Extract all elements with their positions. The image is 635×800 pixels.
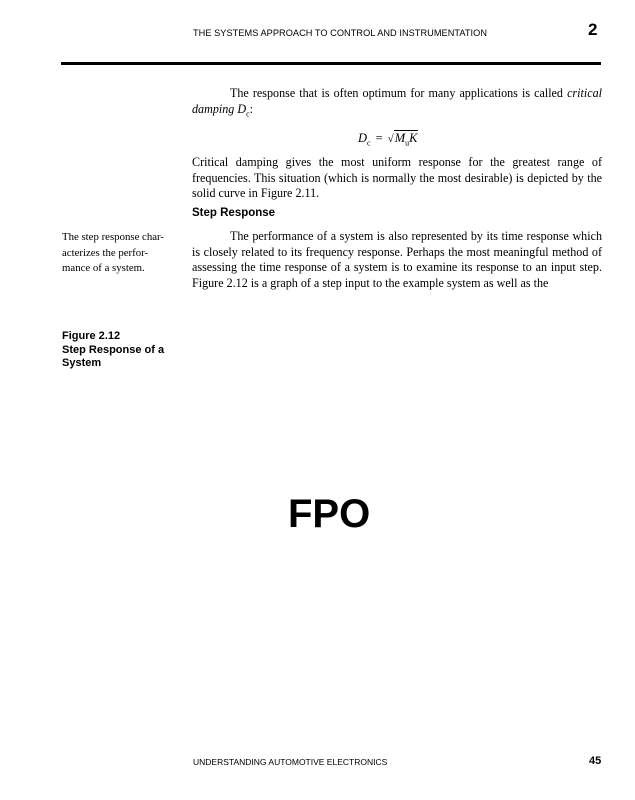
critical-damping-equation — [358, 131, 418, 148]
figure-placeholder — [192, 380, 572, 660]
footer-book-title: UNDERSTANDING AUTOMOTIVE ELECTRONICS — [193, 757, 388, 767]
figure-label: Figure 2.12 — [62, 330, 121, 342]
margin-note: The step response char- acterizes the perfor- mance of a system. — [62, 231, 165, 274]
equation-lhs-subscript: c — [367, 138, 371, 148]
equation-lhs: D — [358, 131, 368, 145]
section-heading: Step Response — [192, 207, 276, 219]
critical-damping-term: critical damping $D_c$ — [192, 86, 602, 118]
paragraph-text: The response that is often optimum for many applications is called — [230, 86, 568, 100]
chapter-number: 2 — [588, 20, 598, 39]
equals-sign: = — [375, 131, 383, 145]
figure-title: Step Response of a System — [62, 343, 165, 369]
paragraph-step-response: The performance of a system is also represented by its time response which is closely related to its frequency response. Perhaps the most meaningful method of assessing the time response of a system is to examine its response to an input step. Figure 2.12 is a graph of a step input to the example system as well as the — [192, 229, 602, 290]
square-root-icon: √ — [387, 133, 394, 145]
fpo-label: FPO — [288, 492, 371, 536]
page-number: 45 — [589, 755, 602, 767]
paragraph-damping-description: Critical damping gives the most uniform response for the greatest range of frequencies. This situation (which is normally the most desirable) is depicted by the solid curve in Figure 2.11. — [192, 155, 602, 200]
equation-radicand: $M_uK$ — [394, 131, 418, 148]
paragraph-critical-damping — [192, 86, 602, 121]
figure-caption — [62, 330, 182, 371]
header-rule — [61, 62, 601, 65]
paragraph-colon: : — [249, 101, 254, 116]
running-header: THE SYSTEMS APPROACH TO CONTROL AND INSTRUMENTATION — [193, 28, 488, 38]
